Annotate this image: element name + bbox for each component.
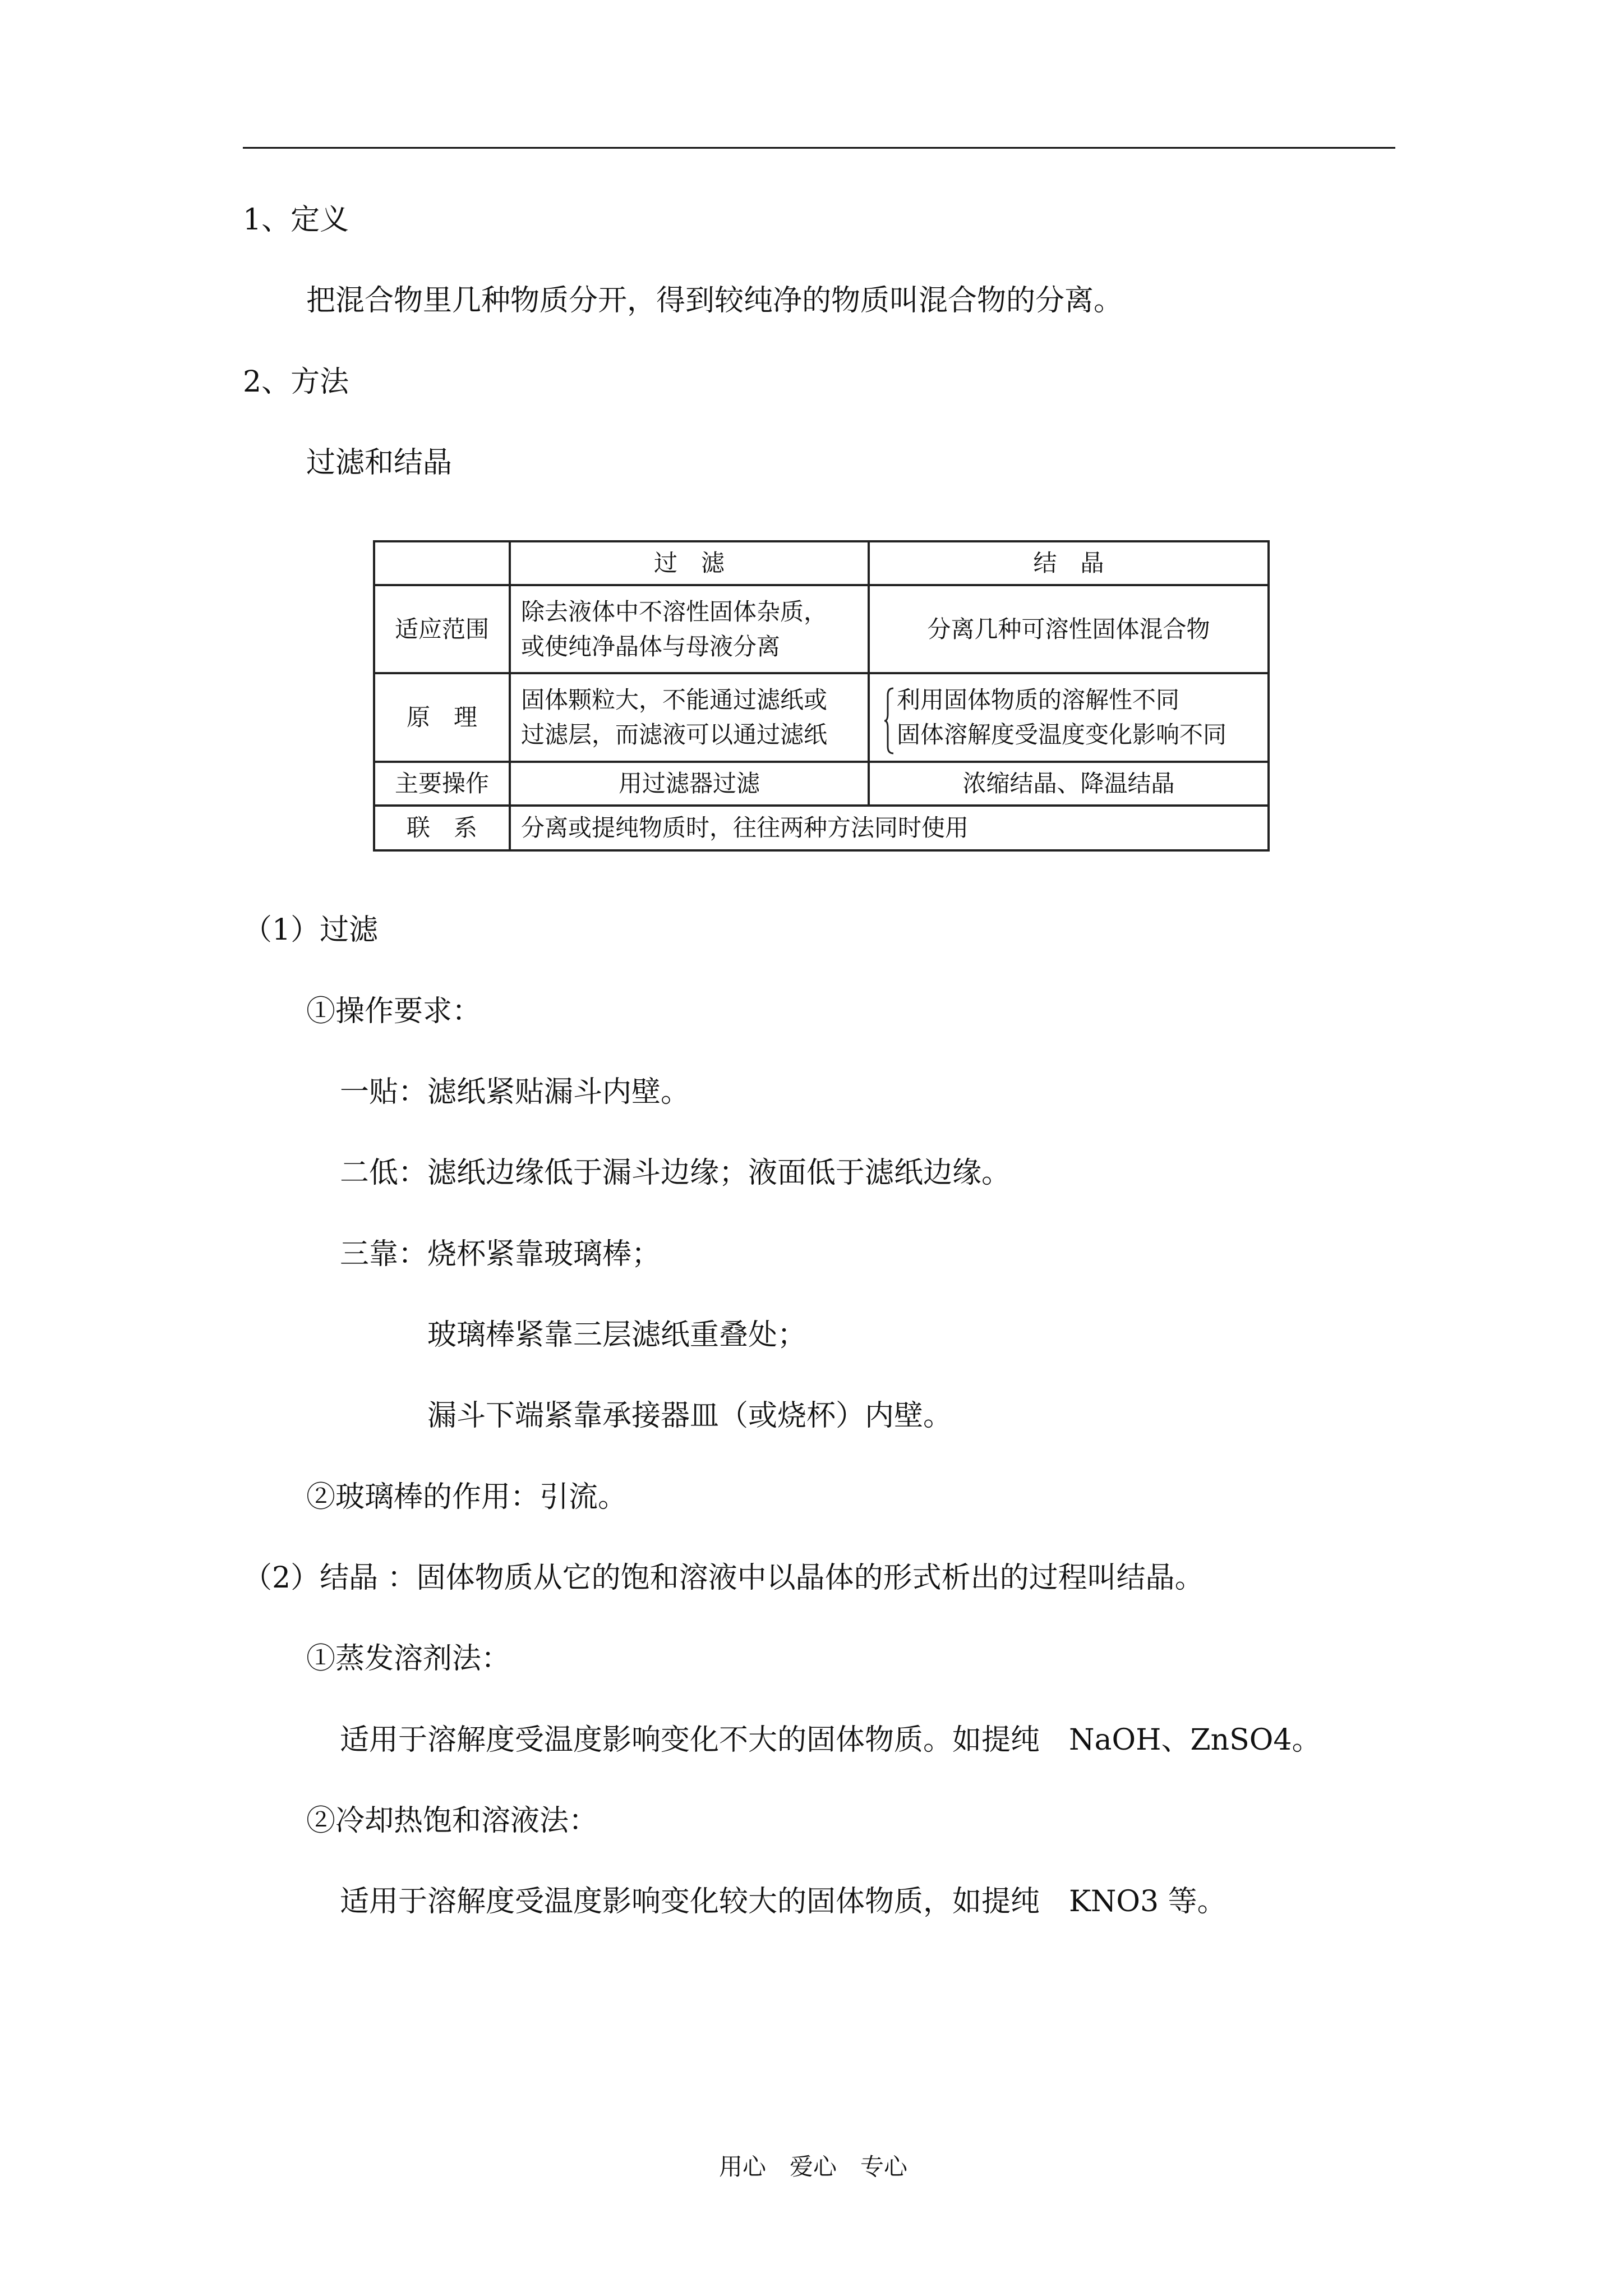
cell-line: 固体溶解度受温度变化影响不同 bbox=[897, 721, 1227, 748]
evaporation-heading: ①蒸发溶剂法： bbox=[306, 1642, 511, 1676]
table-cell-merged: 分离或提纯物质时，往往两种方法同时使用 bbox=[510, 806, 1269, 850]
section-heading-methods: 2、方法 bbox=[243, 365, 349, 399]
requirement-three-line-2: 玻璃棒紧靠三层滤纸重叠处； bbox=[427, 1318, 807, 1352]
table-header-filtration: 过 滤 bbox=[510, 541, 869, 585]
table-row bbox=[374, 762, 1269, 806]
cell-line: 利用固体物质的溶解性不同 bbox=[897, 686, 1180, 714]
requirement-two: 二低：滤纸边缘低于漏斗边缘；液面低于滤纸边缘。 bbox=[340, 1156, 1011, 1190]
filtration-heading: （1）过滤 bbox=[243, 913, 379, 947]
methods-text: 过滤和结晶 bbox=[306, 446, 453, 480]
table-row bbox=[374, 541, 1269, 585]
brace-group bbox=[880, 683, 1257, 752]
row-label: 原 理 bbox=[374, 673, 510, 762]
evaporation-text: 适用于溶解度受温度影响变化不大的固体物质。如提纯 NaOH、ZnSO4。 bbox=[340, 1723, 1321, 1757]
cell-line: 固体颗粒大，不能通过滤纸或 bbox=[521, 686, 828, 714]
table-header-cell bbox=[374, 541, 510, 585]
cell-line: 用过滤器过滤 bbox=[618, 770, 760, 797]
table-row bbox=[374, 806, 1269, 850]
curly-brace-icon bbox=[883, 687, 895, 754]
requirement-one: 一贴：滤纸紧贴漏斗内壁。 bbox=[340, 1075, 690, 1109]
cell-line: 或使纯净晶体与母液分离 bbox=[521, 632, 781, 660]
requirement-three: 三靠：烧杯紧靠玻璃棒； bbox=[340, 1237, 661, 1271]
table-cell bbox=[510, 762, 869, 806]
page-footer: 用心 爱心 专心 bbox=[719, 2153, 908, 2180]
row-label: 适应范围 bbox=[374, 585, 510, 673]
table-header-crystallization: 结 晶 bbox=[869, 541, 1269, 585]
cell-line: 过滤层，而滤液可以通过滤纸 bbox=[521, 721, 828, 748]
table-cell bbox=[869, 585, 1269, 673]
section-heading-definition: 1、定义 bbox=[243, 203, 349, 237]
cooling-heading: ②冷却热饱和溶液法： bbox=[306, 1804, 598, 1838]
cell-line: 除去液体中不溶性固体杂质， bbox=[521, 597, 828, 625]
header-rule bbox=[243, 147, 1395, 149]
table-cell bbox=[510, 585, 869, 673]
comparison-table bbox=[373, 540, 1270, 852]
cell-line: 浓缩结晶、降温结晶 bbox=[962, 770, 1175, 797]
table-cell bbox=[869, 762, 1269, 806]
definition-text: 把混合物里几种物质分开，得到较纯净的物质叫混合物的分离。 bbox=[306, 284, 1123, 318]
table-cell bbox=[510, 673, 869, 762]
table-cell bbox=[869, 673, 1269, 762]
row-label: 主要操作 bbox=[374, 762, 510, 806]
cell-line: 分离几种可溶性固体混合物 bbox=[927, 615, 1210, 643]
glass-rod-function: ②玻璃棒的作用：引流。 bbox=[306, 1480, 628, 1514]
requirement-three-line-3: 漏斗下端紧靠承接器皿（或烧杯）内壁。 bbox=[427, 1399, 953, 1433]
crystallization-heading: （2）结晶 ：固体物质从它的饱和溶液中以晶体的形式析出的过程叫结晶。 bbox=[243, 1561, 1204, 1595]
operation-requirements-heading: ①操作要求： bbox=[306, 995, 482, 1028]
row-label: 联 系 bbox=[374, 806, 510, 850]
table-row bbox=[374, 673, 1269, 762]
table-row bbox=[374, 585, 1269, 673]
cooling-text: 适用于溶解度受温度影响变化较大的固体物质，如提纯 KNO3 等。 bbox=[340, 1885, 1227, 1918]
